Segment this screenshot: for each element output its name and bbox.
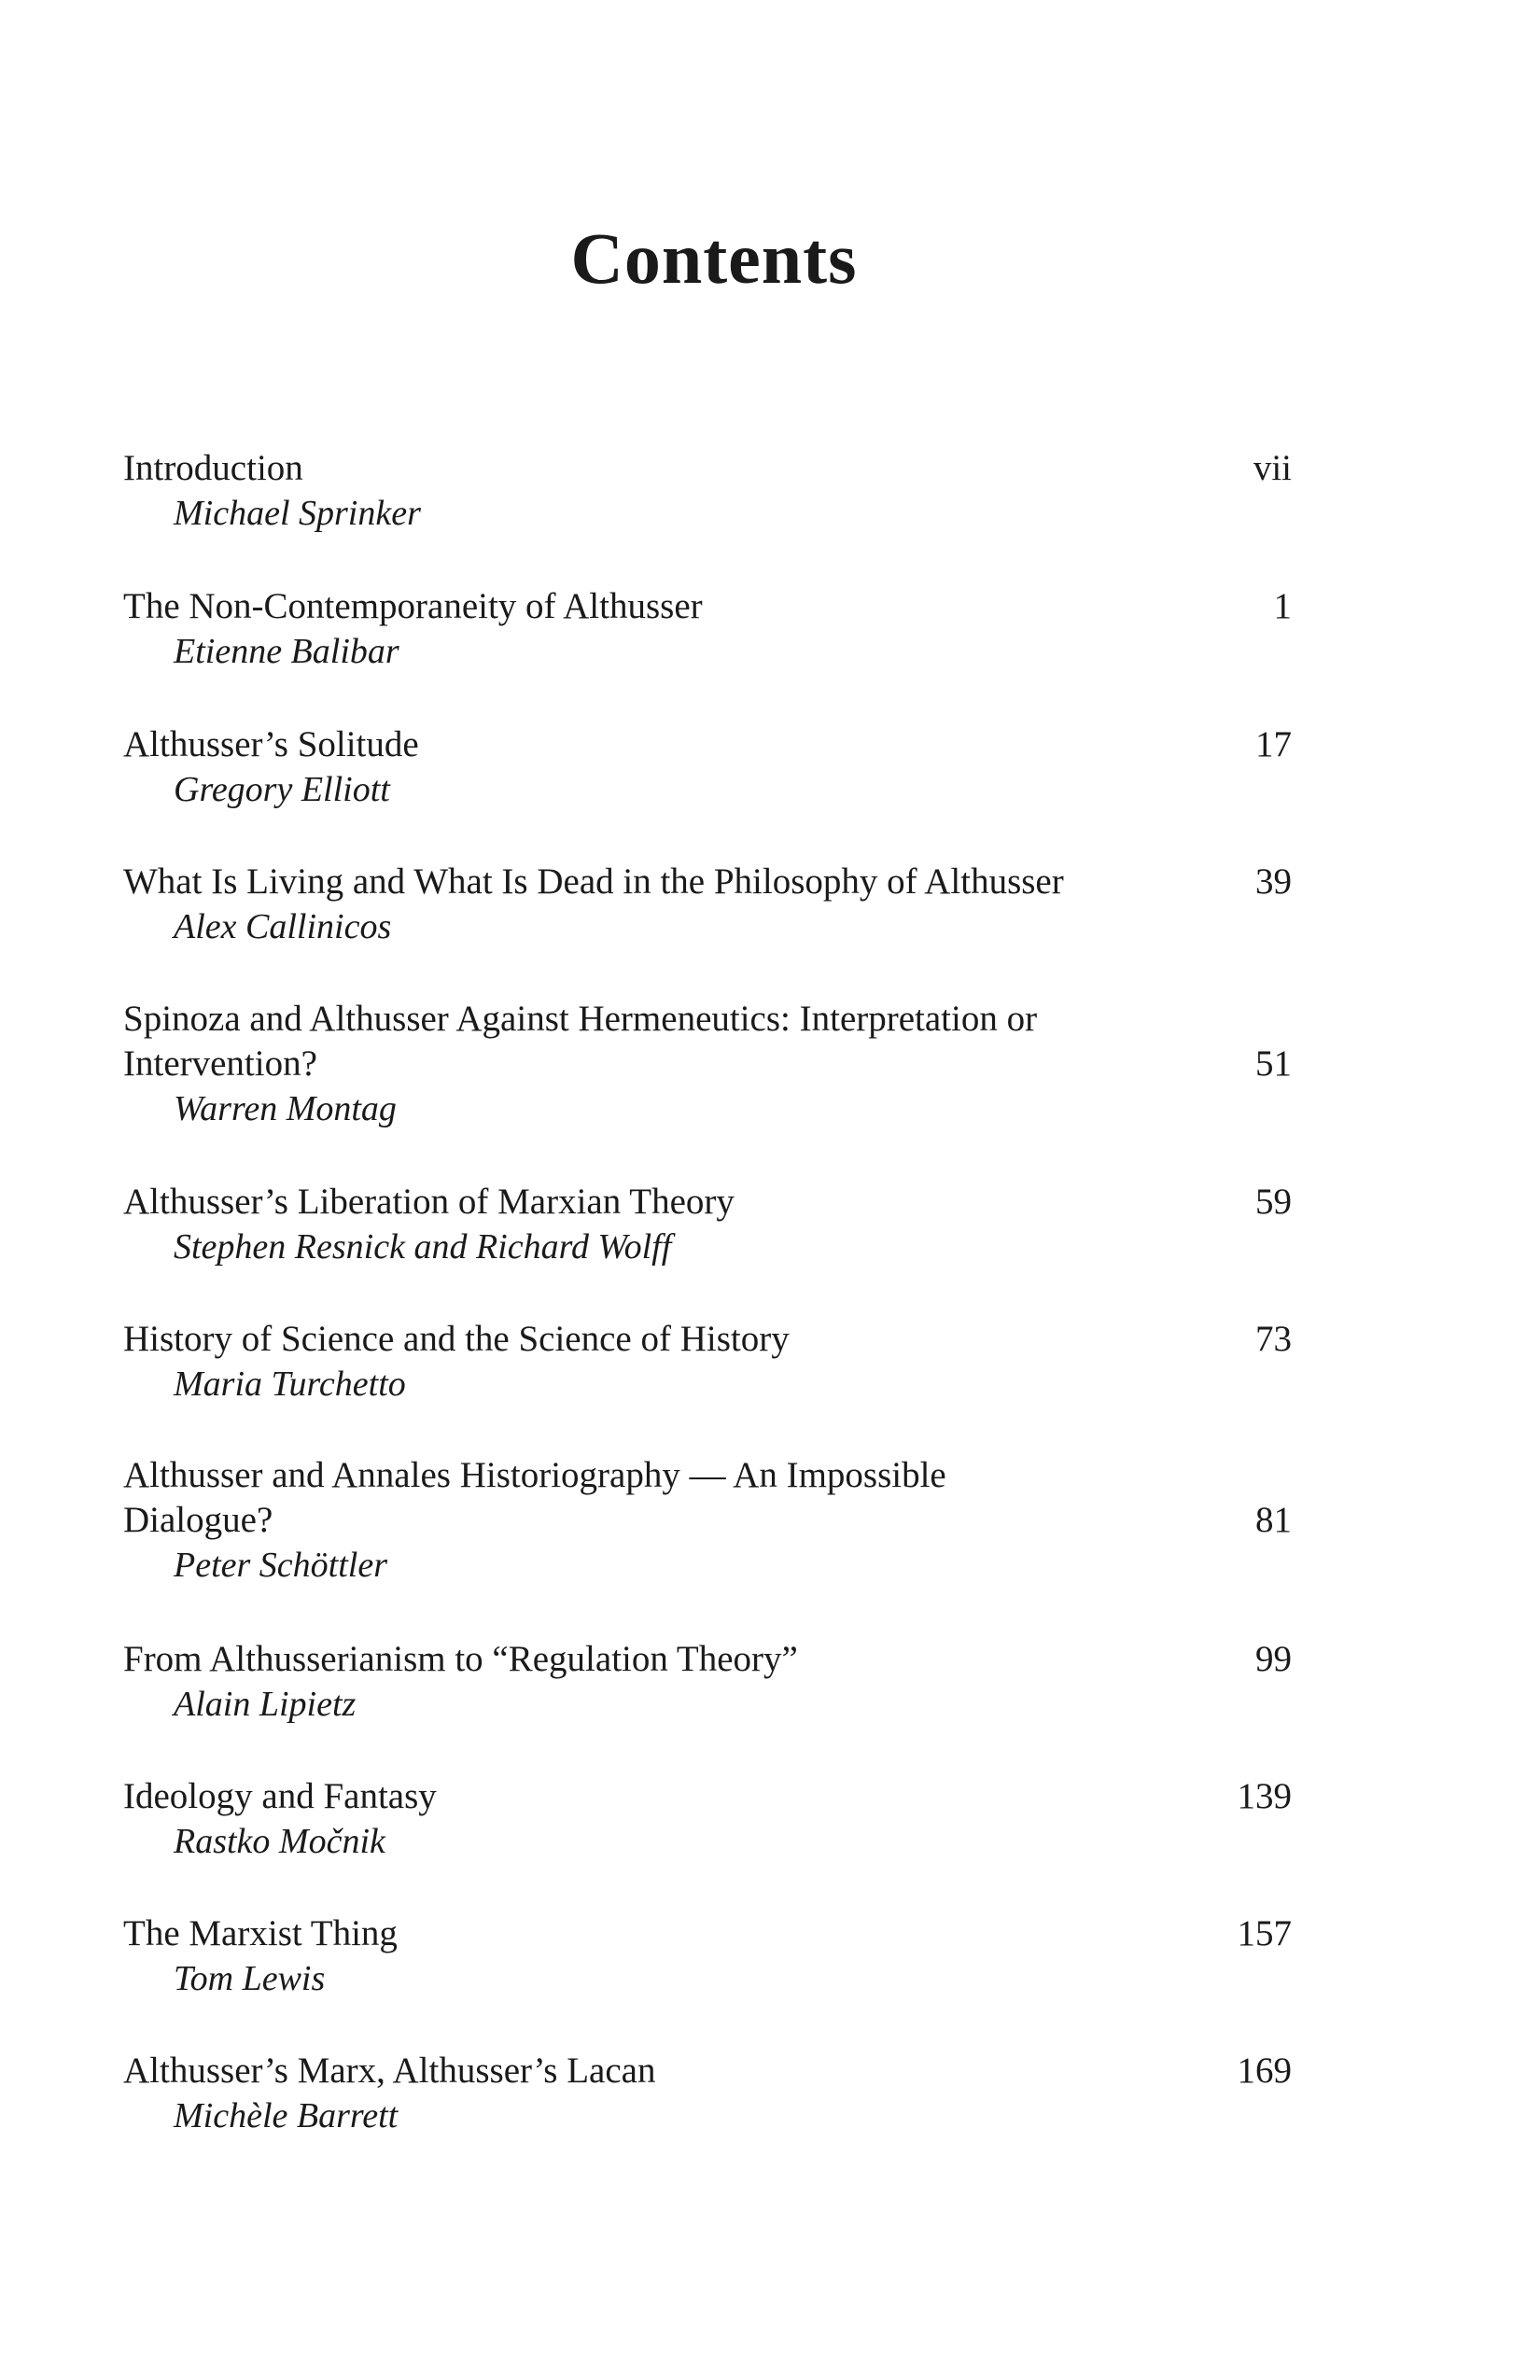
entry-author: Warren Montag: [174, 1089, 397, 1128]
toc-entry-marx-lacan: [123, 2049, 1290, 2138]
entry-page-number: 59: [1255, 1182, 1292, 1222]
entry-author: Michael Sprinker: [174, 494, 421, 533]
entry-page-number: 169: [1237, 2051, 1292, 2091]
entry-page-number: 73: [1255, 1319, 1292, 1359]
entry-author: Stephen Resnick and Richard Wolff: [174, 1227, 672, 1267]
entry-author: Etienne Balibar: [174, 632, 399, 671]
entry-author: Maria Turchetto: [174, 1365, 406, 1404]
toc-entry-regulation-theory: [123, 1637, 1290, 1727]
entry-author: Michèle Barrett: [174, 2096, 399, 2135]
entry-title: From Althusserianism to “Regulation Theory”: [123, 1639, 798, 1679]
entry-title: Introduction: [123, 448, 303, 488]
entry-title: Spinoza and Althusser Against Hermeneutics: Interpretation or Intervention?: [123, 999, 1038, 1084]
toc-entry-history-of-science: [123, 1317, 1290, 1407]
entry-page-number: 139: [1237, 1776, 1292, 1816]
entry-page-number: 99: [1255, 1639, 1292, 1679]
toc-entry-spinoza-hermeneutics: [123, 997, 1290, 1131]
entry-author: Tom Lewis: [174, 1959, 326, 1998]
entry-title: Althusser’s Liberation of Marxian Theory: [123, 1182, 735, 1222]
toc-entry-liberation-marxian-theory: [123, 1180, 1290, 1269]
toc-entry-ideology-and-fantasy: [123, 1774, 1290, 1864]
entry-author: Rastko Močnik: [174, 1822, 385, 1861]
toc-entry-living-and-dead: [123, 860, 1290, 949]
entry-page-number: 157: [1237, 1913, 1292, 1953]
entry-page-number: 1: [1273, 586, 1292, 626]
entry-page-number: 51: [1255, 1043, 1292, 1084]
entry-page-number: 39: [1255, 861, 1292, 902]
entry-page-number: 81: [1255, 1500, 1292, 1540]
entry-page-number: 17: [1255, 724, 1292, 764]
toc-entry-introduction: [123, 446, 1290, 536]
entry-title: The Non-Contemporaneity of Althusser: [123, 586, 703, 626]
toc-entry-non-contemporaneity: [123, 584, 1290, 674]
entry-title: Althusser’s Marx, Althusser’s Lacan: [123, 2051, 656, 2091]
entry-title: Ideology and Fantasy: [123, 1776, 437, 1816]
entry-page-number: vii: [1253, 448, 1292, 488]
entry-title: Althusser and Annales Historiography — An Impossible Dialogue?: [123, 1455, 946, 1540]
page-title: Contents: [570, 217, 858, 299]
entry-title: The Marxist Thing: [123, 1913, 398, 1953]
toc-entry-solitude: [123, 722, 1290, 812]
toc-entry-marxist-thing: [123, 1911, 1290, 2001]
entry-title: History of Science and the Science of History: [123, 1319, 790, 1359]
entry-title: Althusser’s Solitude: [123, 724, 419, 764]
entry-author: Alain Lipietz: [174, 1685, 357, 1724]
entry-author: Gregory Elliott: [174, 770, 390, 809]
entry-title: What Is Living and What Is Dead in the Philosophy of Althusser: [123, 861, 1064, 902]
toc-entry-annales-historiography: [123, 1453, 1290, 1588]
entry-author: Alex Callinicos: [174, 907, 392, 946]
entry-author: Peter Schöttler: [174, 1546, 387, 1585]
